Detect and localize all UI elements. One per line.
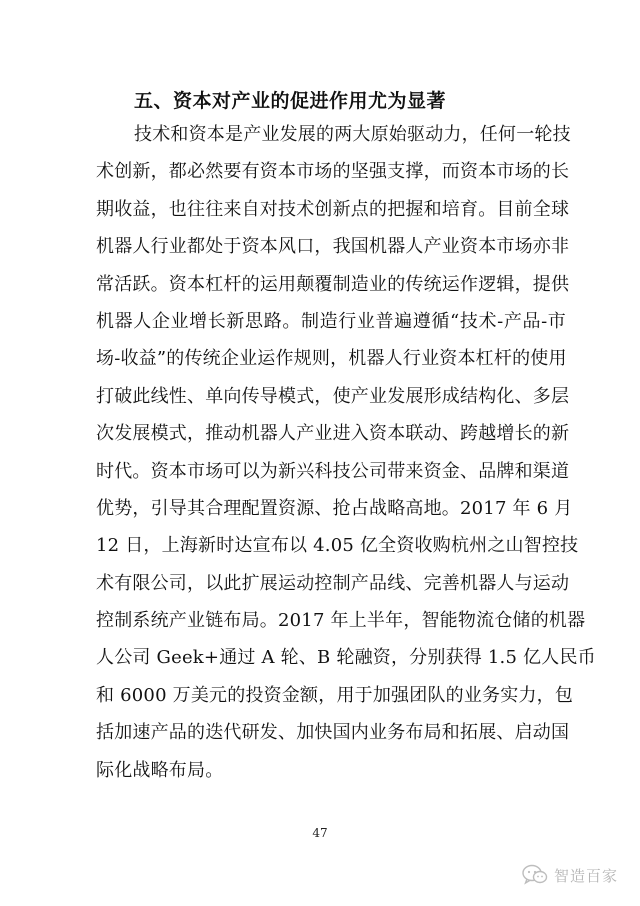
paragraph-line: 机器人企业增长新思路。制造行业普遍遵循“技术-产品-市 — [96, 310, 566, 332]
paragraph-line: 12 日，上海新时达宣布以 4.05 亿全资收购杭州之山智控技 — [96, 535, 579, 557]
paragraph — [96, 116, 596, 789]
wechat-icon — [522, 864, 548, 886]
paragraph-line: 术有限公司，以此扩展运动控制产品线、完善机器人与运动 — [96, 572, 570, 594]
paragraph-line: 期收益，也往往来自对技术创新点的把握和培育。目前全球 — [96, 198, 570, 220]
page-number: 47 — [312, 826, 328, 840]
paragraph-line: 机器人行业都处于资本风口，我国机器人产业资本市场亦非 — [96, 236, 570, 258]
paragraph-line: 术创新，都必然要有资本市场的坚强支撑，而资本市场的长 — [96, 161, 570, 183]
paragraph-line: 优势，引导其合理配置资源、抢占战略高地。2017 年 6 月 — [96, 497, 573, 519]
paragraph-line: 常活跃。资本杠杆的运用颠覆制造业的传统运作逻辑，提供 — [96, 273, 570, 295]
paragraph-line: 次发展模式，推动机器人产业进入资本联动、跨越增长的新 — [96, 423, 570, 445]
paragraph-line: 人公司 Geek+通过 A 轮、B 轮融资，分别获得 1.5 亿人民币 — [96, 647, 596, 669]
paragraph-line: 控制系统产业链布局。2017 年上半年，智能物流仓储的机器 — [96, 610, 586, 632]
paragraph-line: 场-收益”的传统企业运作规则，机器人行业资本杠杆的使用 — [96, 348, 567, 370]
paragraph-line: 和 6000 万美元的投资金额，用于加强团队的业务实力，包 — [96, 684, 574, 706]
paragraph-line: 技术和资本是产业发展的两大原始驱动力，任何一轮技 — [134, 124, 571, 145]
watermark — [522, 864, 618, 886]
paragraph-line: 时代。资本市场可以为新兴科技公司带来资金、品牌和渠道 — [96, 460, 570, 482]
paragraph-line: 打破此线性、单向传导模式，使产业发展形成结构化、多层 — [96, 385, 570, 407]
paragraph-line: 括加速产品的迭代研发、加快国内业务布局和拓展、启动国 — [96, 722, 570, 744]
paragraph-line: 际化战略布局。 — [96, 759, 224, 781]
watermark-text: 智造百家 — [553, 866, 618, 885]
section-heading: 五、资本对产业的促进作用尤为显著 — [134, 90, 447, 112]
